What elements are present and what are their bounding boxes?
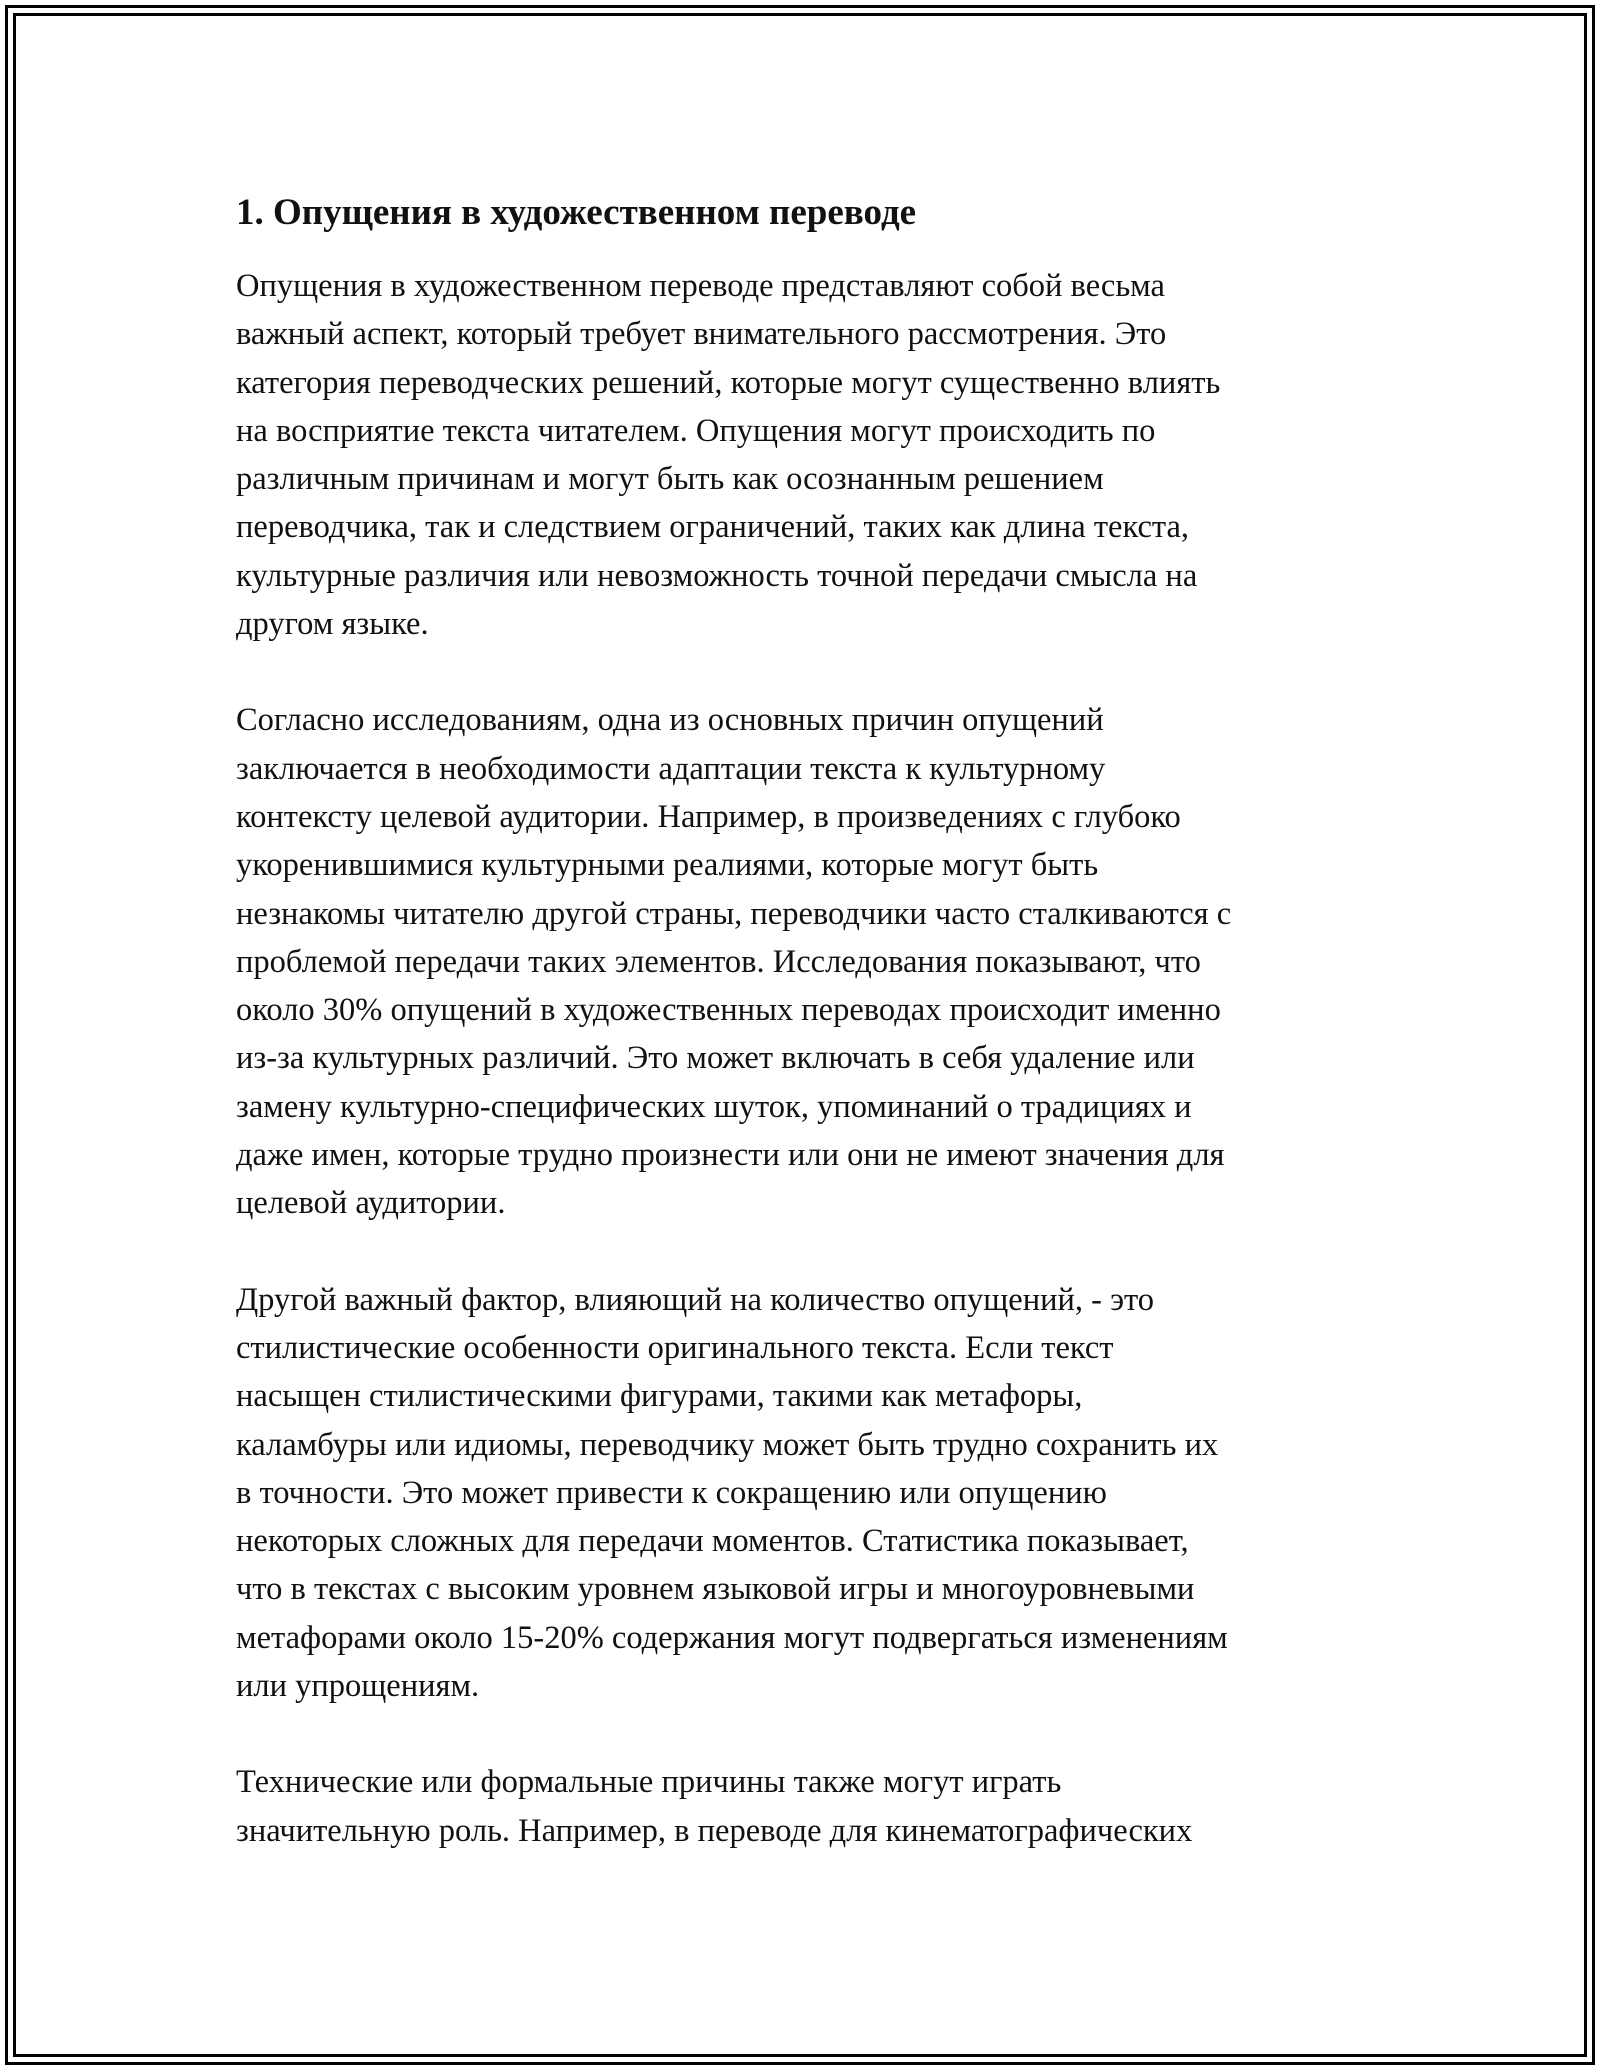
paragraph-4	[236, 1758, 1366, 1855]
section-heading: 1. Опущения в художественном переводе	[236, 192, 917, 233]
paragraph-line: целевой аудитории.	[236, 1185, 506, 1222]
paragraph-line: значительную роль. Например, в переводе для кинематографических	[236, 1812, 1193, 1849]
paragraph-line: другом языке.	[236, 606, 429, 643]
paragraph-line: незнакомы читателю другой страны, переводчики часто сталкиваются с	[236, 895, 1232, 932]
paragraph-line: важный аспект, который требует внимательного рассмотрения. Это	[236, 316, 1167, 353]
paragraph-line: некоторых сложных для передачи моментов. Статистика показывает,	[236, 1523, 1189, 1560]
paragraph-line: Опущения в художественном переводе представляют собой весьма	[236, 268, 1165, 304]
paragraph-line: каламбуры или идиомы, переводчику может быть трудно сохранить их	[236, 1426, 1219, 1463]
paragraph-line: Технические или формальные причины также могут играть	[236, 1764, 1062, 1801]
paragraph-line: стилистические особенности оригинального текста. Если текст	[236, 1329, 1114, 1366]
paragraph-line: контексту целевой аудитории. Например, в произведениях с глубоко	[236, 798, 1181, 835]
document-body	[236, 184, 1366, 1903]
paragraph-line: различным причинам и могут быть как осознанным решением	[236, 461, 1104, 498]
paragraph-line: переводчика, так и следствием ограничений, таких как длина текста,	[236, 509, 1190, 546]
paragraph-line: Другой важный фактор, влияющий на количество опущений, - это	[236, 1281, 1155, 1318]
paragraph-line: проблемой передачи таких элементов. Исследования показывают, что	[236, 943, 1201, 980]
paragraph-line: категория переводческих решений, которые могут существенно влиять	[236, 364, 1221, 401]
paragraph-line: из-за культурных различий. Это может включать в себя удаление или	[236, 1040, 1195, 1077]
paragraph-line: даже имен, которые трудно произнести или они не имеют значения для	[236, 1137, 1225, 1174]
paragraph-line: на восприятие текста читателем. Опущения могут происходить по	[236, 412, 1156, 449]
paragraph-line: около 30% опущений в художественных переводах происходит именно	[236, 992, 1221, 1029]
paragraph-line: Согласно исследованиям, одна из основных причин опущений	[236, 702, 1104, 739]
paragraph-line: укоренившимися культурными реалиями, которые могут быть	[236, 847, 1099, 884]
paragraph-line: метафорами около 15-20% содержания могут подвергаться изменениям	[236, 1619, 1228, 1656]
paragraph-line: в точности. Это может привести к сокращению или опущению	[236, 1474, 1107, 1511]
paragraph-line: или упрощениям.	[236, 1668, 480, 1705]
paragraph-line: культурные различия или невозможность точной передачи смысла на	[236, 557, 1198, 594]
paragraph-line: замену культурно-специфических шуток, упоминаний о традициях и	[236, 1088, 1192, 1125]
paragraph-line: насыщен стилистическими фигурами, такими как метафоры,	[236, 1378, 1083, 1415]
paragraph-line: что в текстах с высоким уровнем языковой игры и многоуровневыми	[236, 1571, 1195, 1608]
paragraph-3	[236, 1276, 1366, 1711]
paragraph-1	[236, 262, 1366, 648]
paragraph-2	[236, 696, 1366, 1227]
paragraph-line: заключается в необходимости адаптации текста к культурному	[236, 750, 1106, 787]
